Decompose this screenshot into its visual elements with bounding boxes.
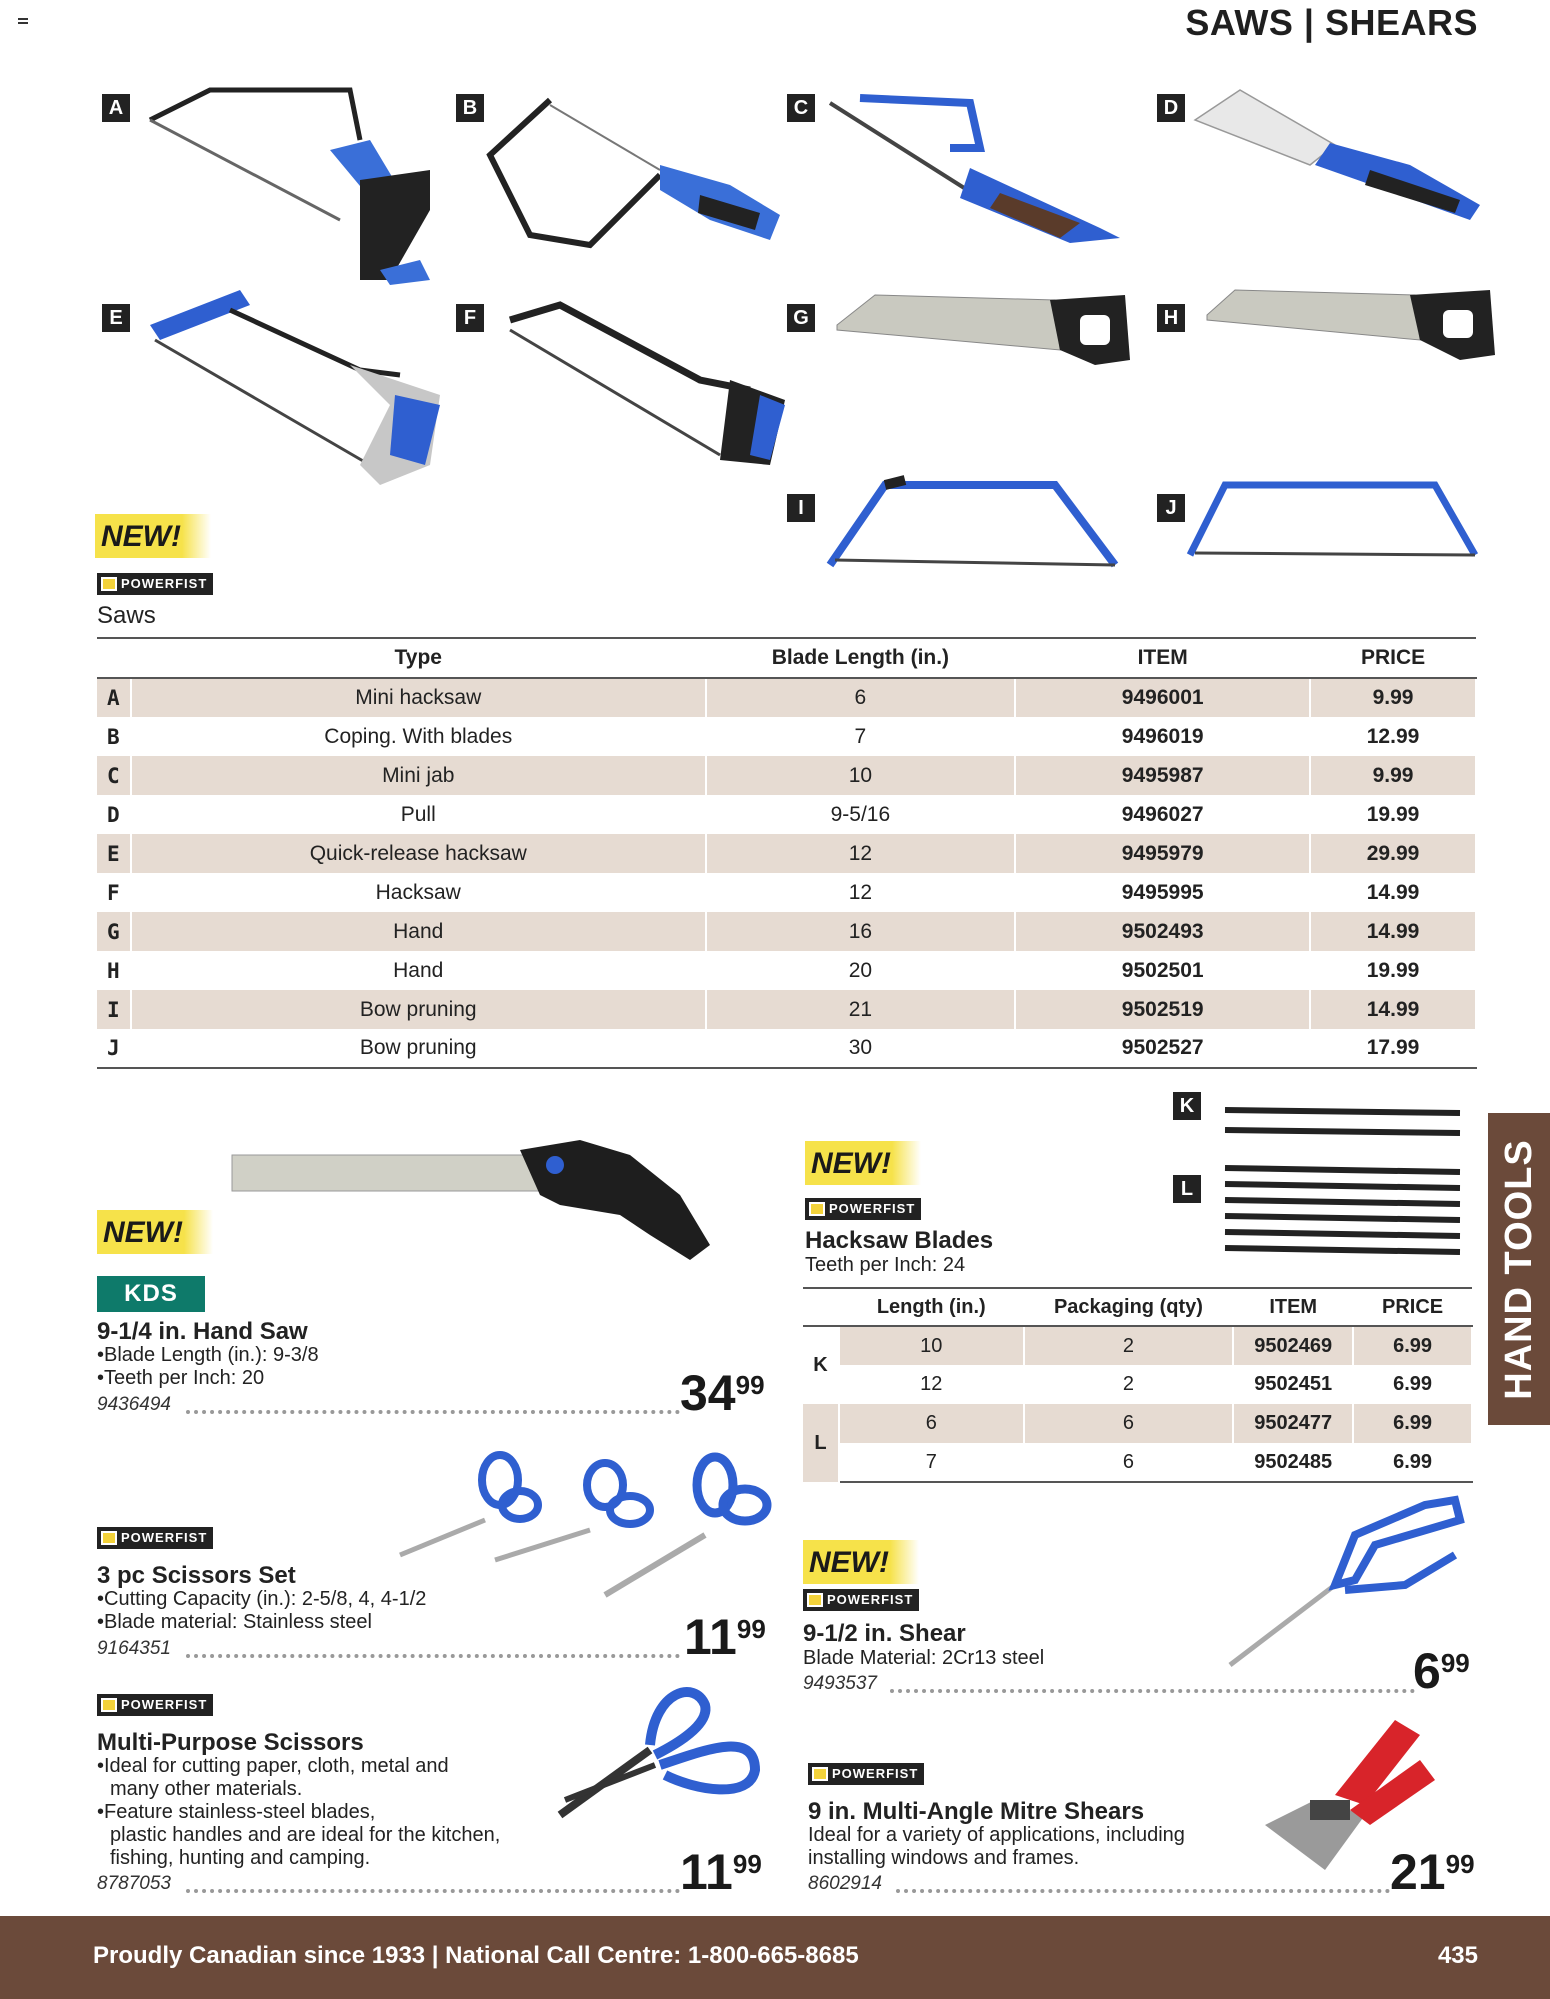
multi-scissors-desc-1: •Ideal for cutting paper, cloth, metal and (97, 1755, 449, 1777)
table-row: H Hand 20 9502501 19.99 (97, 951, 1476, 990)
multi-purpose-scissors-image (555, 1670, 770, 1820)
powerfist-icon (101, 1698, 117, 1712)
footer-bar (0, 1916, 1550, 1999)
blades-table (803, 1287, 1473, 1483)
multi-scissors-desc-2: many other materials. (110, 1778, 303, 1800)
tool-letter-l: L (1173, 1175, 1201, 1203)
kds-hand-saw-image (230, 1135, 720, 1265)
tool-letter-e: E (102, 304, 130, 332)
quick-release-hacksaw-image (140, 285, 450, 495)
brand-logo-powerfist: POWERFIST (97, 1527, 213, 1549)
brand-logo-powerfist: POWERFIST (97, 573, 213, 595)
hand-saw-sku: 9436494 (97, 1394, 171, 1415)
hand-saw-title: 9-1/4 in. Hand Saw (97, 1318, 308, 1345)
brand-logo-powerfist: POWERFIST (803, 1589, 919, 1611)
tool-letter-a: A (102, 94, 130, 122)
mitre-shears-price: 2199 (1390, 1844, 1475, 1900)
tool-letter-b: B (456, 94, 484, 122)
hand-saw-spec-1: •Blade Length (in.): 9-3/8 (97, 1344, 319, 1366)
table-row: J Bow pruning 30 9502527 17.99 (97, 1029, 1476, 1068)
multi-scissors-desc-4: plastic handles and are ideal for the kitchen, (110, 1824, 501, 1846)
multi-scissors-sku: 8787053 (97, 1873, 171, 1894)
scissors-set-price: 1199 (684, 1609, 766, 1665)
table-row: B Coping. With blades 7 9496019 12.99 (97, 717, 1476, 756)
page-title: SAWS | SHEARS (1185, 2, 1478, 43)
table-row: A Mini hacksaw 6 9496001 9.99 (97, 678, 1476, 717)
col-type: Type (131, 638, 706, 678)
page-number: 435 (1437, 1942, 1478, 1969)
dot-leader (186, 1654, 680, 1658)
powerfist-icon (101, 1531, 117, 1545)
mini-hacksaw-image (130, 80, 450, 290)
multi-scissors-desc-3: •Feature stainless-steel blades, (97, 1801, 376, 1823)
new-badge-shear: NEW! (803, 1540, 919, 1584)
blades-title: Hacksaw Blades (805, 1227, 994, 1254)
col-length: Length (in.) (839, 1288, 1024, 1326)
new-badge-hand-saw: NEW! (97, 1210, 213, 1254)
hacksaw-blades-l-image (1220, 1160, 1465, 1255)
multi-scissors-price: 1199 (680, 1844, 762, 1900)
hand-saw-price: 3499 (680, 1365, 765, 1421)
multi-scissors-desc-5: fishing, hunting and camping. (110, 1847, 371, 1869)
hacksaw-image (500, 300, 790, 480)
bow-pruning-saw-30-image (1185, 475, 1485, 565)
col-blade-length: Blade Length (in.) (706, 638, 1016, 678)
table-row: K 10 2 9502469 6.99 (803, 1326, 1472, 1365)
powerfist-icon (812, 1767, 828, 1781)
hand-saw-16-image (835, 290, 1135, 370)
scissors-set-spec-1: •Cutting Capacity (in.): 2-5/8, 4, 4-1/2 (97, 1588, 427, 1610)
table-row: F Hacksaw 12 9495995 14.99 (97, 873, 1476, 912)
corner-mark-icon (18, 18, 28, 24)
hand-saw-spec-2: •Teeth per Inch: 20 (97, 1367, 265, 1389)
multi-scissors-title: Multi-Purpose Scissors (97, 1729, 364, 1756)
powerfist-icon (809, 1202, 825, 1216)
dot-leader (186, 1889, 680, 1893)
powerfist-icon (101, 577, 117, 591)
hacksaw-blades-k-image (1220, 1100, 1465, 1140)
table-row: D Pull 9-5/16 9496027 19.99 (97, 795, 1476, 834)
tool-letter-d: D (1157, 94, 1185, 122)
section-side-tab: HAND TOOLS (1488, 1113, 1550, 1425)
coping-saw-image (470, 95, 790, 255)
mitre-shears-desc-2: installing windows and frames. (808, 1847, 1080, 1869)
shear-title: 9-1/2 in. Shear (803, 1620, 966, 1647)
tool-letter-h: H (1157, 304, 1185, 332)
scissors-set-sku: 9164351 (97, 1638, 171, 1659)
mitre-shears-sku: 8602914 (808, 1873, 882, 1894)
col-item: ITEM (1233, 1288, 1353, 1326)
new-badge-saws: NEW! (95, 514, 211, 558)
pull-saw-image (1190, 85, 1490, 225)
table-row: C Mini jab 10 9495987 9.99 (97, 756, 1476, 795)
dot-leader (896, 1889, 1390, 1893)
table-row: E Quick-release hacksaw 12 9495979 29.99 (97, 834, 1476, 873)
new-badge-blades: NEW! (805, 1141, 921, 1185)
bow-pruning-saw-21-image (825, 475, 1125, 575)
table-row: I Bow pruning 21 9502519 14.99 (97, 990, 1476, 1029)
saws-title: Saws (97, 602, 156, 629)
col-price: PRICE (1353, 1288, 1472, 1326)
brand-logo-powerfist: POWERFIST (97, 1694, 213, 1716)
tool-letter-c: C (787, 94, 815, 122)
table-row: L 6 6 9502477 6.99 (803, 1404, 1472, 1443)
tool-letter-g: G (787, 304, 815, 332)
tool-letter-k: K (1173, 1092, 1201, 1120)
mitre-shears-title: 9 in. Multi-Angle Mitre Shears (808, 1798, 1145, 1825)
table-row: G Hand 16 9502493 14.99 (97, 912, 1476, 951)
hand-saw-20-image (1205, 285, 1505, 365)
footer-text: Proudly Canadian since 1933 | National Call Centre: 1-800-665-8685 (93, 1942, 859, 1969)
shear-desc: Blade Material: 2Cr13 steel (803, 1647, 1045, 1669)
brand-logo-kds: KDS (97, 1276, 205, 1312)
table-row: 12 2 9502451 6.99 (803, 1365, 1472, 1404)
tool-letter-i: I (787, 494, 815, 522)
brand-logo-powerfist: POWERFIST (805, 1198, 921, 1220)
scissors-set-image (395, 1450, 780, 1600)
powerfist-icon (807, 1593, 823, 1607)
tool-letter-j: J (1157, 494, 1185, 522)
brand-logo-powerfist: POWERFIST (808, 1763, 924, 1785)
col-item: ITEM (1015, 638, 1310, 678)
col-price: PRICE (1310, 638, 1476, 678)
col-packaging: Packaging (qty) (1024, 1288, 1234, 1326)
mini-jab-saw-image (820, 88, 1130, 248)
scissors-set-title: 3 pc Scissors Set (97, 1562, 296, 1589)
dot-leader (890, 1689, 1415, 1693)
shear-sku: 9493537 (803, 1673, 877, 1694)
tool-letter-f: F (456, 304, 484, 332)
shear-price: 699 (1413, 1643, 1470, 1699)
scissors-set-spec-2: •Blade material: Stainless steel (97, 1611, 372, 1633)
mitre-shears-desc-1: Ideal for a variety of applications, including (808, 1824, 1185, 1846)
dot-leader (186, 1410, 680, 1414)
saws-table (97, 637, 1477, 1069)
table-row: 7 6 9502485 6.99 (803, 1443, 1472, 1482)
blades-subtitle: Teeth per Inch: 24 (805, 1254, 966, 1276)
